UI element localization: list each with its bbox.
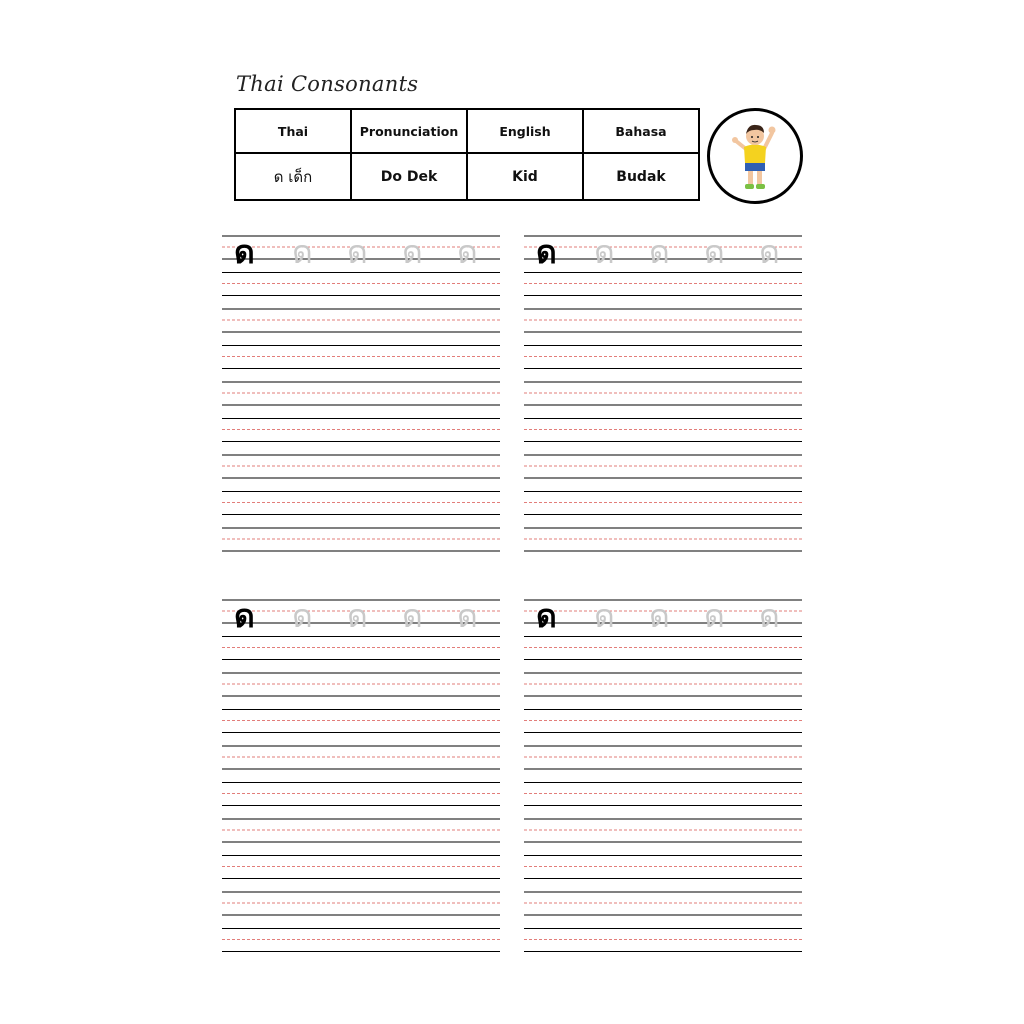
letter-row [222,598,500,638]
letter-row [222,234,500,274]
trace-letter: ด [759,597,780,635]
model-letter: ด [234,597,255,635]
ruled-lines [524,598,802,954]
consonant-table [234,108,700,201]
trace-letter: ด [594,597,615,635]
value-english: Kid [467,153,583,200]
value-pronunciation: Do Dek [351,153,467,200]
value-bahasa: Budak [583,153,699,200]
trace-letter: ด [402,597,423,635]
trace-letter: ด [649,597,670,635]
practice-block-top-left [222,234,500,588]
value-thai: ด เด็ก [235,153,351,200]
practice-block-top-right [524,234,802,588]
header-pronunciation: Pronunciation [351,109,467,153]
trace-letter: ด [347,233,368,271]
ruled-lines [524,234,802,588]
kid-illustration-frame [707,108,803,204]
table-header-row [235,109,699,153]
trace-letter: ด [704,597,725,635]
page-title: Thai Consonants [236,72,419,96]
trace-letter: ด [457,597,478,635]
trace-letter: ด [347,597,368,635]
practice-block-bottom-left [222,598,500,954]
header-english: English [467,109,583,153]
model-letter: ด [536,233,557,271]
header-thai: Thai [235,109,351,153]
trace-letter: ด [594,233,615,271]
model-letter: ด [536,597,557,635]
letter-row [524,234,802,274]
trace-letter: ด [457,233,478,271]
trace-letter: ด [292,597,313,635]
trace-letter: ด [649,233,670,271]
ruled-lines [222,598,500,954]
table-value-row [235,153,699,200]
trace-letter: ด [402,233,423,271]
trace-letter: ด [292,233,313,271]
practice-block-bottom-right [524,598,802,954]
model-letter: ด [234,233,255,271]
waving-boy-icon [710,111,800,201]
trace-letter: ด [704,233,725,271]
letter-row [524,598,802,638]
trace-letter: ด [759,233,780,271]
ruled-lines [222,234,500,588]
header-bahasa: Bahasa [583,109,699,153]
